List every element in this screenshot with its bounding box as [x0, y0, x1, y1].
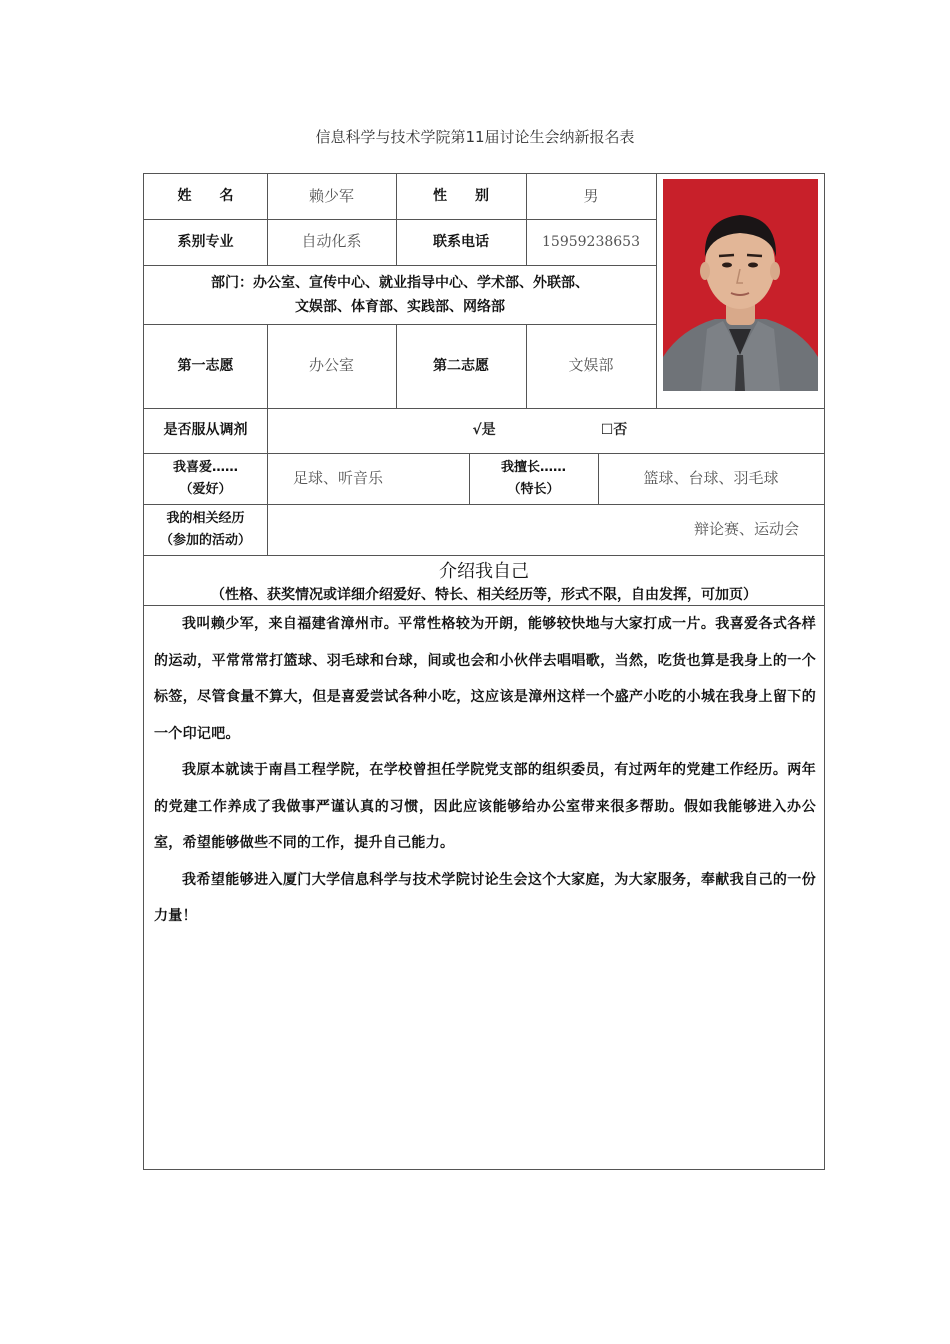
skill-value: 篮球、台球、羽毛球 [643, 468, 779, 487]
intro-essay [154, 606, 816, 935]
applicant-photo [663, 179, 818, 391]
adjust-yes-option[interactable]: √是 [472, 422, 496, 439]
name-label: 姓 名 [177, 188, 234, 205]
first-choice-label: 第一志愿 [177, 357, 234, 374]
major-value: 自动化系 [301, 232, 362, 251]
departments-line-2: 文娱部、体育部、实践部、网络部 [295, 298, 505, 315]
essay-paragraph: 我希望能够进入厦门大学信息科学与技术学院讨论生会这个大家庭，为大家服务，奉献我自己的一份力量！ [154, 871, 816, 924]
experience-label-line-1: 我的相关经历 [166, 510, 245, 526]
gender-value: 男 [583, 186, 599, 205]
name-value: 赖少军 [308, 186, 354, 205]
hobby-label-line-1: 我喜爱…… [172, 459, 238, 475]
essay-paragraph: 我叫赖少军，来自福建省漳州市。平常性格较为开朗，能够较快地与大家打成一片。我喜爱各式各样的运动，平常常常打篮球、羽毛球和台球，间或也会和小伙伴去唱唱歌，当然，吃货也算是我身上的一个标签，尽管食量不算大，但是喜爱尝试各种小吃，这应该是漳州这样一个盛产小吃的小城在我身上留下的一个印记吧。 [154, 616, 816, 742]
second-choice-label: 第二志愿 [433, 357, 489, 374]
registration-form [143, 173, 825, 1170]
major-label: 系别专业 [177, 233, 234, 250]
experience-label-line-2: （参加的活动） [159, 532, 251, 548]
skill-label [469, 453, 598, 504]
departments-line-1: 部门：办公室、宣传中心、就业指导中心、学术部、外联部、 [211, 274, 589, 291]
hobby-label-line-2: （爱好） [179, 481, 232, 497]
essay-paragraph: 我原本就读于南昌工程学院，在学校曾担任学院党支部的组织委员，有过两年的党建工作经历。两年的党建工作养成了我做事严谨认真的习惯，因此应该能够给办公室带来很多帮助。假如我能够进入办公室，希望能够做些不同的工作，提升自己能力。 [154, 762, 816, 851]
experience-label [144, 504, 267, 555]
experience-value: 辩论赛、运动会 [693, 519, 799, 538]
intro-title: 介绍我自己 [439, 561, 529, 582]
adjust-label: 是否服从调剂 [163, 422, 248, 439]
hobby-label [144, 453, 267, 504]
gender-label: 性 别 [433, 188, 489, 205]
skill-label-line-2: （特长） [507, 481, 560, 497]
intro-subtitle: （性格、获奖情况或详细介绍爱好、特长、相关经历等，形式不限，自由发挥，可加页） [211, 587, 757, 603]
second-choice-value: 文娱部 [568, 356, 614, 375]
skill-label-line-1: 我擅长…… [500, 459, 566, 475]
phone-label: 联系电话 [433, 233, 489, 250]
phone-value: 15959238653 [542, 233, 640, 250]
departments-list [144, 265, 656, 324]
page-title: 信息科学与技术学院第11届讨论生会纳新报名表 [315, 128, 635, 146]
adjust-no-option[interactable]: ☐否 [600, 422, 628, 439]
hobby-value: 足球、听音乐 [293, 468, 384, 487]
first-choice-value: 办公室 [308, 356, 354, 375]
